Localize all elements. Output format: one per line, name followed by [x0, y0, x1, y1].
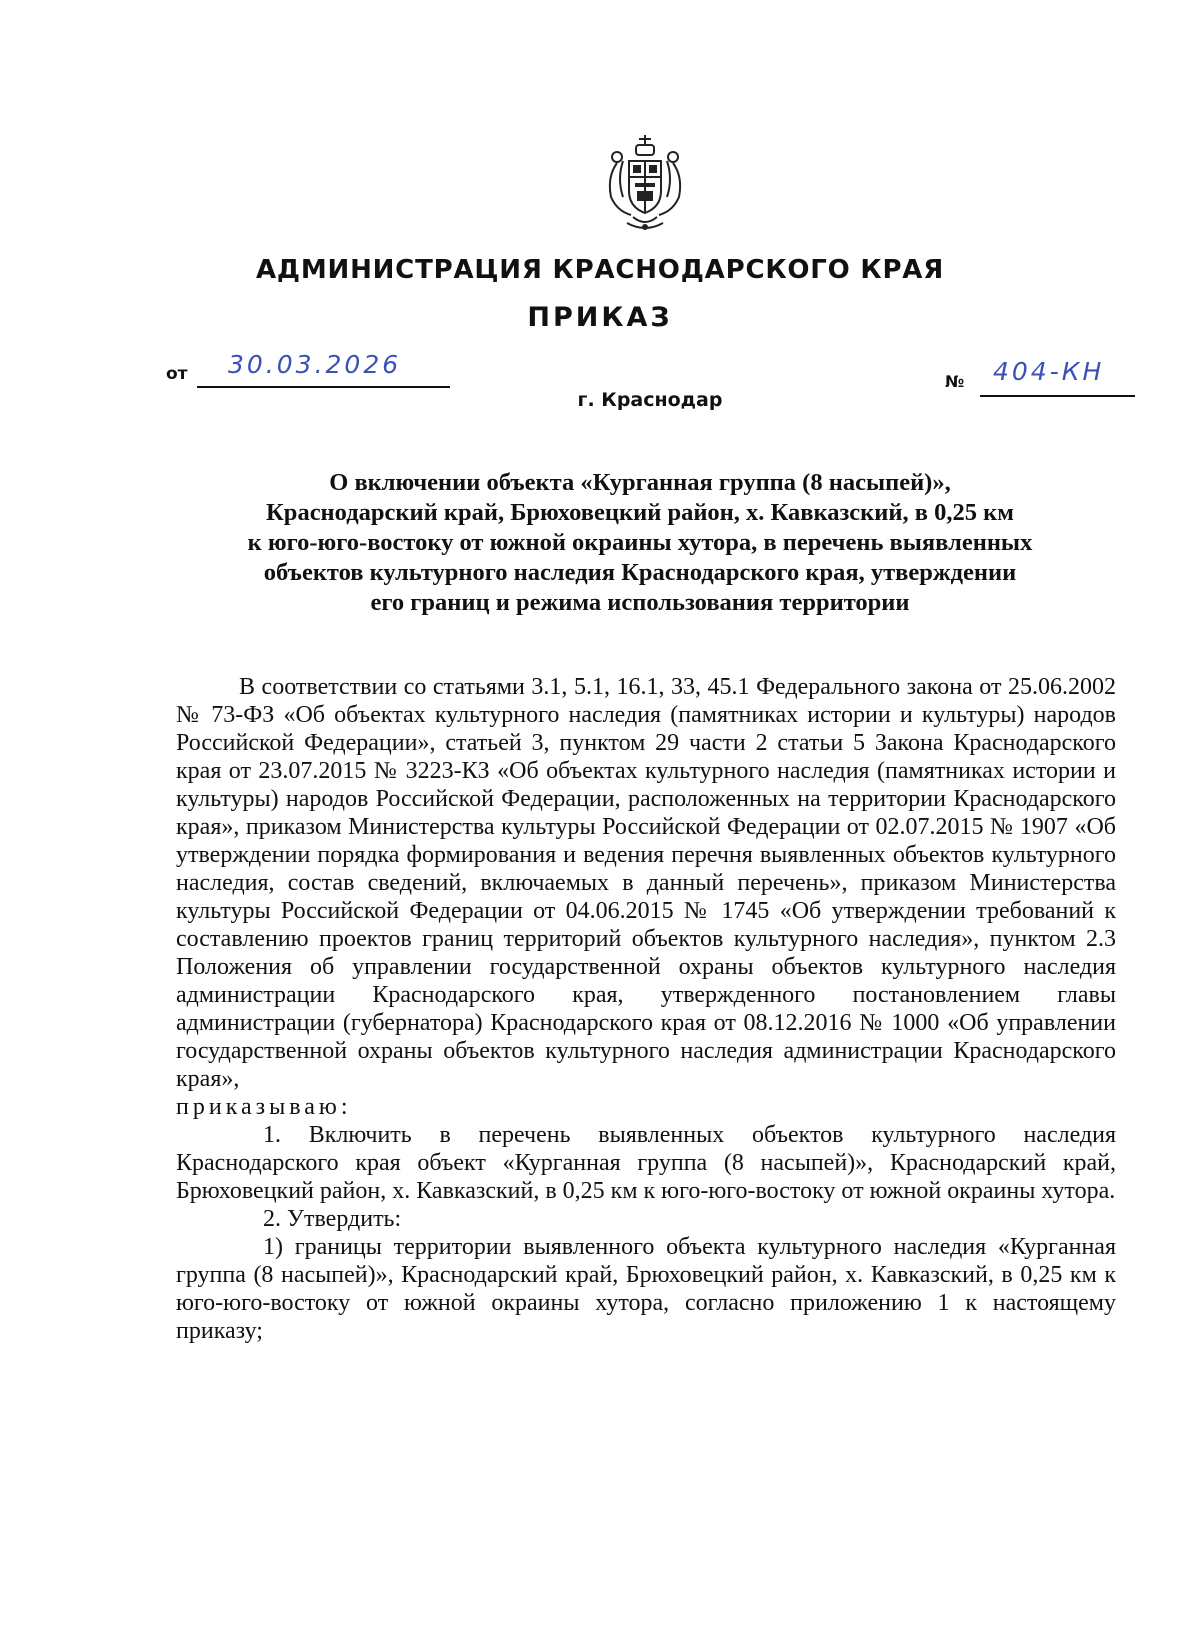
- title-line: объектов культурного наследия Краснодарского края, утверждении: [263, 559, 1017, 586]
- order-word: приказываю:: [176, 1094, 352, 1120]
- document-body: [176, 673, 1116, 1345]
- date-label: от: [166, 364, 188, 384]
- preamble-paragraph: В соответствии со статьями 3.1, 5.1, 16.1, 33, 45.1 Федерального закона от 25.06.2002 № 73-ФЗ «Об объектах культурного наследия (памятниках истории и культуры) народов Российской Федерации», статьей 3, пунктом 29 части 2 статьи 5 Закона Краснодарского края от 23.07.2015 № 3223-КЗ «Об объектах культурного наследия (памятниках истории и культуры) народов Российской Федерации, расположенных на территории Краснодарского края», приказом Министерства культуры Российской Федерации от 02.07.2015 № 1907 «Об утверждении порядка формирования и ведения перечня выявленных объектов культурного наследия, состав сведений, включаемых в данный перечень», приказом Министерства культуры Российской Федерации от 04.06.2015 № 1745 «Об утверждении требований к составлению проектов границ территорий объектов культурного наследия», пунктом 2.3 Положения об управлении государственной охраны объектов культурного наследия администрации Краснодарского края, утвержденного постановлением главы администрации (губернатора) Краснодарского края от 08.12.2016 № 1000 «Об управлении государственной охраны объектов культурного наследия администрации Краснодарского края»,: [176, 674, 1116, 1092]
- handwritten-number: 404-КН: [993, 357, 1105, 386]
- number-underline: [980, 395, 1135, 397]
- city: г. Краснодар: [577, 389, 723, 411]
- item-2-1: 1) границы территории выявленного объекта культурного наследия «Курганная группа (8 насыпей)», Краснодарский край, Брюховецкий район, х. Кавказский, в 0,25 км к юго-юго-востоку от южной окраины хутора, согласно приложению 1 к настоящему приказу;: [176, 1234, 1116, 1344]
- document-type: ПРИКАЗ: [527, 302, 673, 333]
- item-2: 2. Утвердить:: [263, 1206, 402, 1232]
- title-line: О включении объекта «Курганная группа (8 насыпей)»,: [329, 469, 951, 496]
- handwritten-date: 30.03.2026: [228, 350, 402, 379]
- date-underline: [197, 386, 450, 388]
- number-label: №: [945, 372, 965, 391]
- document-title: [140, 468, 1140, 618]
- title-line: к юго-юго-востоку от южной окраины хутора, в перечень выявленных: [247, 529, 1033, 556]
- item-1: 1. Включить в перечень выявленных объектов культурного наследия Краснодарского края объект «Курганная группа (8 насыпей)», Краснодарский край, Брюховецкий район, х. Кавказский, в 0,25 км к юго-юго-востоку от южной окраины хутора.: [176, 1122, 1116, 1204]
- organization-name: АДМИНИСТРАЦИЯ КРАСНОДАРСКОГО КРАЯ: [255, 255, 945, 285]
- title-line: его границ и режима использования территории: [370, 589, 910, 616]
- title-line: Краснодарский край, Брюховецкий район, х. Кавказский, в 0,25 км: [266, 499, 1014, 526]
- coat-of-arms-icon: [603, 133, 687, 233]
